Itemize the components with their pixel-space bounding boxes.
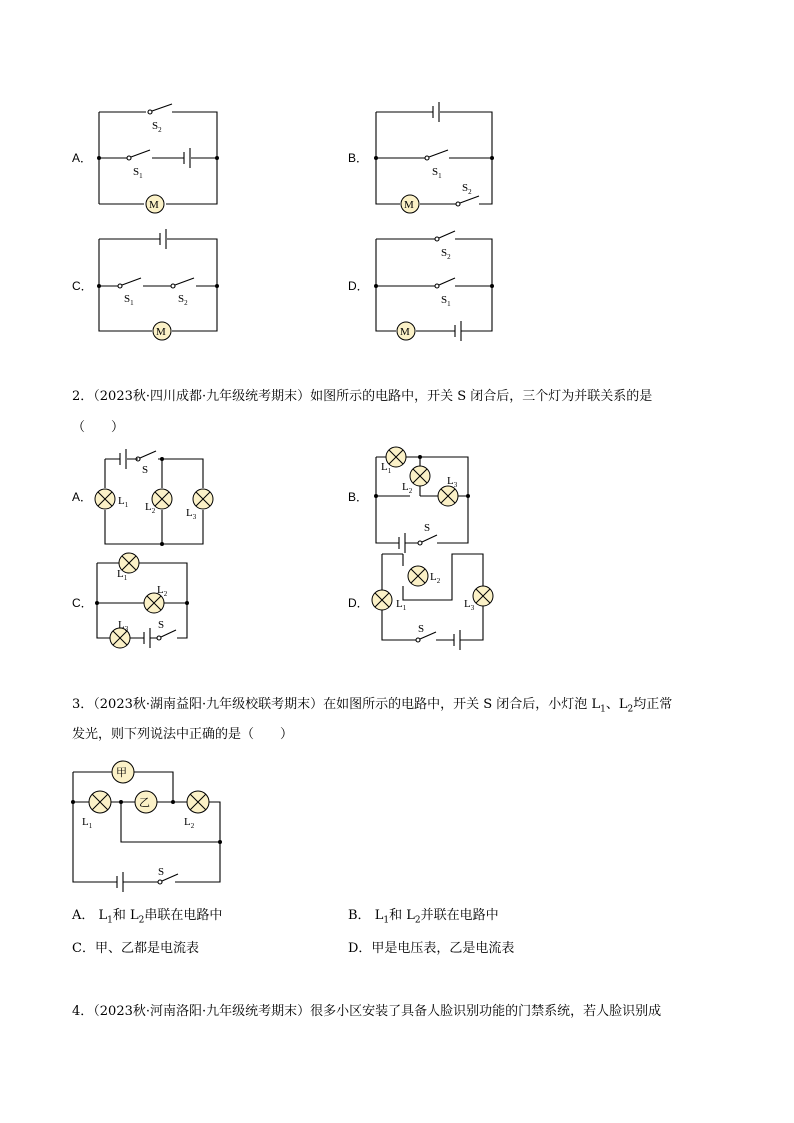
q3-source: （2023秋·湖南益阳·九年级校联考期末） [93,697,324,712]
svg-text:M: M [400,326,410,338]
svg-text:L1: $L_1$ [117,568,128,582]
q3-switch [158,866,178,884]
svg-text:L3: $L_3$ [118,619,129,633]
q2-option-c-label[interactable]: C． [72,596,93,610]
q1-a-s2-label: $S_2$ [152,120,162,134]
svg-text:L2: $L_2$ [430,571,441,585]
q3-option-b-label: B． [348,908,371,923]
q4-stem [72,1003,661,1021]
svg-text:S1: $S_1$ [441,294,451,308]
q1-option-d-label[interactable]: D． [348,279,369,293]
svg-text:S: S [424,522,431,534]
svg-text:L2: $L_2$ [145,501,156,515]
svg-text:L2: $L_2$ [402,481,413,495]
svg-text:M: M [149,199,159,211]
q3-option-b-sub1: 1 [383,915,390,926]
q3-option-a-l: L [98,908,108,923]
q4-question-text: 很多小区安装了具备人脸识别功能的门禁系统，若人脸识别成 [310,1004,662,1019]
svg-text:L1: $L_1$ [381,461,392,475]
q3-option-b-sub2: 2 [414,915,421,926]
q3-lamp-l1-icon [82,791,111,830]
svg-text:L2: $L_2$ [157,584,168,598]
q3-battery [117,872,123,892]
svg-text:M: M [156,326,166,338]
q3-stem-sub-2: 2 [627,704,634,715]
q2-source: （2023秋·四川成都·九年级统考期末） [93,389,311,404]
svg-text:S: S [418,623,425,635]
q1-a-s1-label: $S_1$ [133,166,143,180]
q4-number: 4． [72,1004,94,1019]
svg-text:L3: $L_3$ [447,475,458,489]
svg-text:S2: $S_2$ [441,247,451,261]
q3-option-a[interactable] [72,907,222,930]
q3-stem-sep: 、L [605,697,628,712]
q3-meter-yi-icon [135,791,157,813]
q2-question-text: 如图所示的电路中，开关 S 闭合后，三个灯为并联关系的是 [310,389,653,404]
svg-text:L3: $L_3$ [186,507,197,521]
q3-stem-part-b: 均正常 [633,697,673,712]
q3-option-a-label: A． [72,908,95,923]
q3-option-c[interactable]: C．甲、乙都是电流表 [72,941,199,956]
svg-text:乙: 乙 [139,797,150,809]
svg-text:L3: $L_3$ [464,598,475,612]
svg-text:S2: $S_2$ [178,293,188,307]
q1-option-c-label[interactable]: C． [72,279,93,293]
q3-option-b-end: 并联在电路中 [420,908,499,923]
q1-option-b-label[interactable]: B． [348,151,369,165]
q3-option-b[interactable] [348,907,499,930]
svg-text:S2: $S_2$ [462,182,472,196]
q2-number: 2． [72,389,94,404]
svg-text:L1: $L_1$ [396,598,407,612]
q3-lamp-l2-icon [184,791,209,830]
q2-option-d-label[interactable]: D． [348,596,369,610]
q2-answer-blank: （ ） [72,420,125,435]
q3-option-a-end: 串联在电路中 [144,908,223,923]
q3-option-b-l: L [374,908,384,923]
svg-text:S1: $S_1$ [432,166,442,180]
q3-stem-sub-1: 1 [600,704,606,715]
svg-text:L1: $L_1$ [118,495,129,509]
q3-option-a-sub2: 2 [138,915,145,926]
svg-text:S: S [158,866,165,878]
q1-option-a-label[interactable]: A． [72,151,93,165]
q3-stem-line-2: 发光，则下列说法中正确的是（ ） [72,727,294,742]
q3-option-a-sub1: 1 [107,915,113,926]
q2-option-b-label[interactable]: B． [348,490,369,504]
q2-option-a-label[interactable]: A． [72,490,93,504]
q4-source: （2023秋·河南洛阳·九年级统考期末） [93,1004,311,1019]
q3-option-d[interactable]: D．甲是电压表，乙是电流表 [348,941,515,956]
svg-text:M: M [404,199,414,211]
svg-text:S: S [158,619,165,631]
svg-text:甲: 甲 [116,767,127,779]
svg-text:S1: $S_1$ [124,293,134,307]
svg-text:L1: $L_1$ [82,816,93,830]
q3-option-b-mid: 和 L [389,908,415,923]
svg-text:S: S [142,464,149,476]
q3-option-a-mid: 和 L [112,908,139,923]
q3-number: 3． [72,697,94,712]
q3-stem-part-a: 在如图所示的电路中，开关 S 闭合后，小灯泡 L [323,697,601,712]
q3-meter-jia-icon [112,761,134,783]
svg-text:L2: $L_2$ [184,816,195,830]
